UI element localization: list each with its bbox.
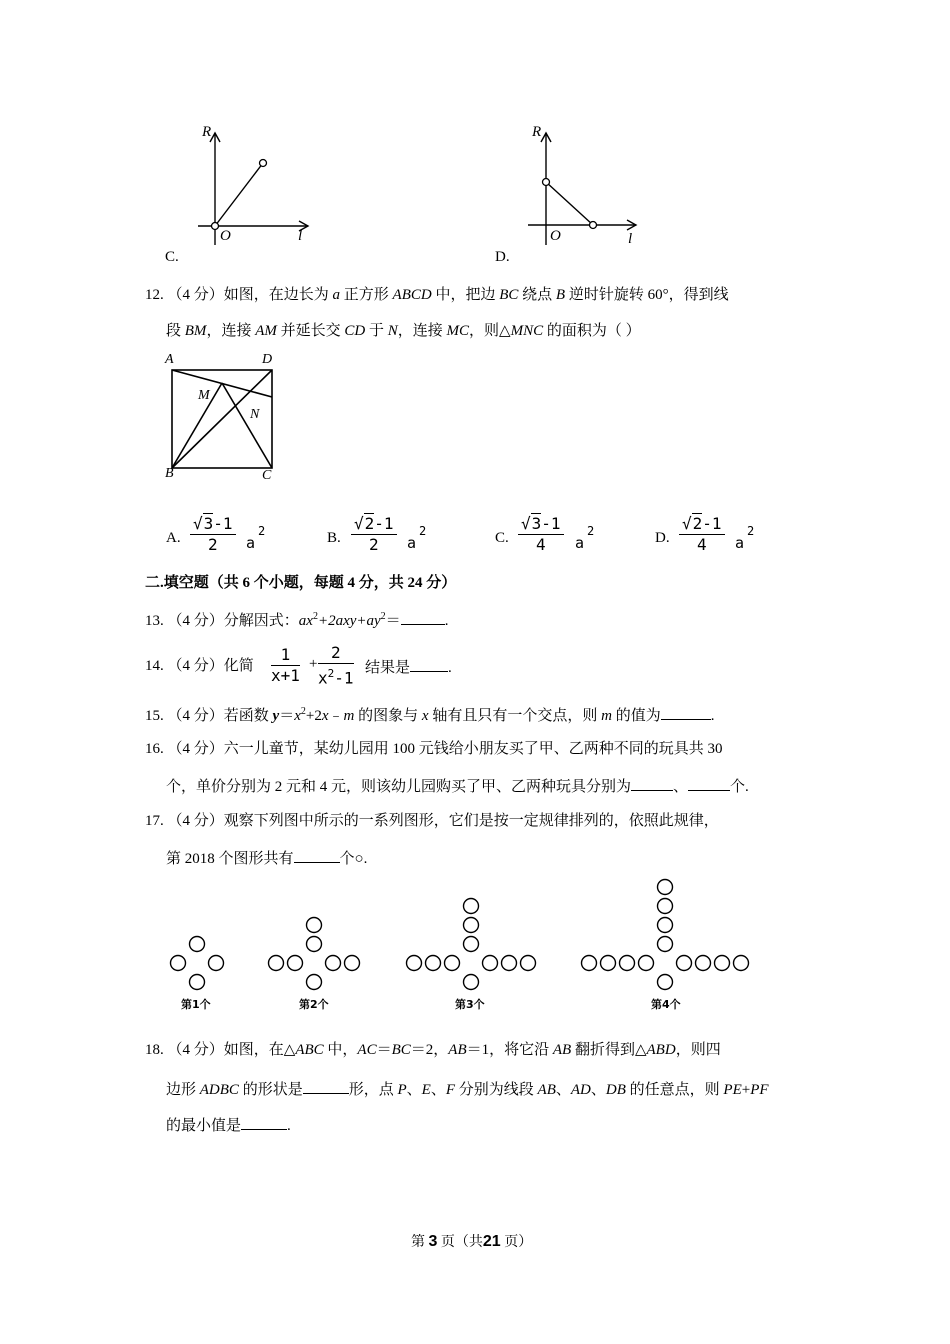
section2-title: 二.填空题（共 6 个小题，每题 4 分，共 24 分）	[145, 575, 457, 591]
q17-fig4-circle	[658, 880, 673, 895]
q17-fig4-circle	[639, 956, 654, 971]
q17-fig2-circle	[307, 937, 322, 952]
q17-fig3-circle	[407, 956, 422, 971]
q18-answer-blank-1[interactable]	[303, 1081, 349, 1094]
q17-fig4-circle	[658, 899, 673, 914]
q12-label-d: D	[262, 352, 273, 367]
q18-line2: 边形 ADBC 的形状是 形，点 P、E、F 分别为线段 AB、AD、DB 的任意点，则 PE+PF	[166, 1082, 769, 1098]
q17-fig2-circle	[288, 956, 303, 971]
q17-fig3-circle	[521, 956, 536, 971]
q17-fig3-circle	[502, 956, 517, 971]
q17-fig2-circle	[345, 956, 360, 971]
q17-fig2-circle	[307, 975, 322, 990]
q17-fig2-circle	[307, 918, 322, 933]
q17-fig4-circle	[734, 956, 749, 971]
q17-fig4-circle	[658, 975, 673, 990]
q17-fig3-circle	[426, 956, 441, 971]
q17-fig4-circle	[715, 956, 730, 971]
q17-fig4-circle	[582, 956, 597, 971]
option-c-label: C.	[165, 249, 179, 265]
q13: 13. （4 分）分解因式：$ax^2+2axy+ay^2=$ .	[145, 611, 449, 629]
q15: 15. （4 分）若函数 $y=x^2+2x﹣m$ 的图象与 x 轴有且只有一个交点，则 m 的值为 .	[145, 706, 715, 724]
q17-fig2-circle	[269, 956, 284, 971]
q17-fig1-circle	[171, 956, 186, 971]
q16-line2: 个，单价分别为 2 元和 4 元，则该幼儿园购买了甲、乙两种玩具分别为 、 个.	[166, 779, 749, 795]
q12-line2: 段 BM，连接 AM 并延长交 CD 于 N，连接 MC，则△MNC 的面积为（ ）	[166, 323, 641, 339]
q17-fig4-circle	[677, 956, 692, 971]
q17-fig3-circle	[464, 975, 479, 990]
q17-fig3-circle	[464, 918, 479, 933]
q18-line1: 18. （4 分）如图，在△ABC 中，AC＝BC＝2，AB＝1，将它沿 AB 翻折得到△ABD，则四	[145, 1042, 721, 1058]
q17-fig1-label: 第1个	[181, 998, 211, 1011]
q17-fig4-circle	[601, 956, 616, 971]
graph-c-axis-r: R	[202, 124, 212, 140]
option-d-label: D.	[495, 249, 510, 265]
q17-line2: 第 2018 个图形共有 个○.	[166, 851, 368, 867]
page-footer: 第 3 页（共21 页）	[411, 1233, 533, 1250]
q17-fig4-circle	[696, 956, 711, 971]
q17-fig2-circle	[326, 956, 341, 971]
q17-fig1-circle	[190, 937, 205, 952]
graph-c-origin: O	[220, 228, 231, 244]
q18-line3: 的最小值是 .	[166, 1118, 291, 1134]
q12-label-m: M	[198, 388, 210, 403]
q16-line1: 16. （4 分）六一儿童节，某幼儿园用 100 元钱给小朋友买了甲、乙两种不同的玩具共 30	[145, 741, 723, 757]
q17-fig3-circle	[445, 956, 460, 971]
q12-line1: 12. （4 分）如图，在边长为 a 正方形 ABCD 中，把边 BC 绕点 B 逆时针旋转 60°，得到线	[145, 287, 729, 303]
q17-fig3-circle	[483, 956, 498, 971]
q12-label-b: B	[165, 466, 174, 481]
q17-fig3-circle	[464, 937, 479, 952]
q17-fig3-label: 第3个	[455, 998, 485, 1011]
q17-fig4-circle	[658, 918, 673, 933]
q17-fig2-label: 第2个	[299, 998, 329, 1011]
q17-line1: 17. （4 分）观察下列图中所示的一系列图形，它们是按一定规律排列的，依照此规律，	[145, 813, 719, 829]
q17-fig4-label: 第4个	[651, 998, 681, 1011]
q12-label-a: A	[165, 352, 174, 367]
q17-fig4-circle	[658, 937, 673, 952]
graph-d-axis-l: l	[628, 231, 633, 247]
q17-fig1-circle	[190, 975, 205, 990]
q18-answer-blank-2[interactable]	[241, 1117, 287, 1130]
q12-label-c: C	[262, 468, 272, 483]
graph-d-origin: O	[550, 228, 561, 244]
q12-label-n: N	[250, 407, 260, 422]
q17-fig4-circle	[620, 956, 635, 971]
graph-d-axis-r: R	[532, 124, 542, 140]
graph-c-axis-l: l	[298, 228, 303, 244]
q17-fig3-circle	[464, 899, 479, 914]
q17-fig1-circle	[209, 956, 224, 971]
